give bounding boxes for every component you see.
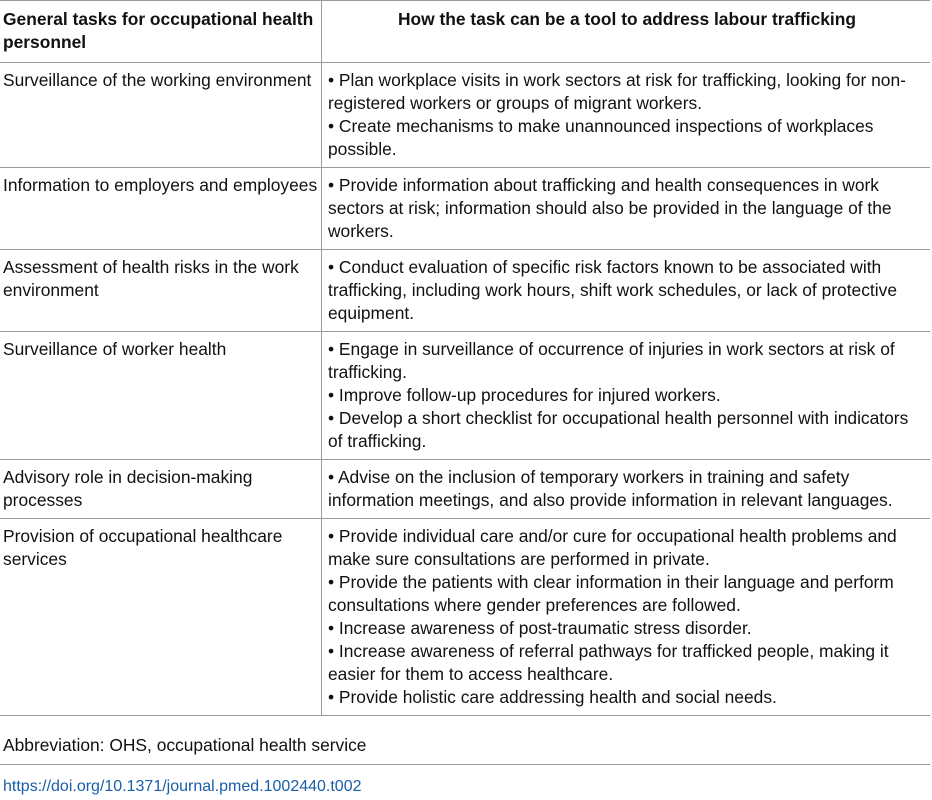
action-item: • Engage in surveillance of occurrence of injuries in work sectors at risk of trafficking.: [328, 339, 895, 382]
actions-cell: [322, 250, 931, 332]
table-row: [0, 519, 930, 716]
task-cell: Surveillance of worker health: [0, 332, 322, 460]
header-general-tasks: General tasks for occupational health personnel: [0, 1, 322, 63]
action-item: • Provide information about trafficking and health consequences in work sectors at risk; information should also be provided in the language of the workers.: [328, 175, 892, 241]
table-row: [0, 332, 930, 460]
actions-cell: [322, 519, 931, 716]
action-item: • Plan workplace visits in work sectors at risk for trafficking, looking for non-registered workers or groups of migrant workers.: [328, 70, 906, 113]
task-cell: Assessment of health risks in the work environment: [0, 250, 322, 332]
action-item: • Provide holistic care addressing health and social needs.: [328, 687, 777, 707]
task-cell: Surveillance of the working environment: [0, 63, 322, 168]
actions-cell: [322, 460, 931, 519]
actions-cell: [322, 168, 931, 250]
header-labour-trafficking-tool: How the task can be a tool to address labour trafficking: [322, 1, 931, 63]
action-item: • Develop a short checklist for occupational health personnel with indicators of trafficking.: [328, 408, 909, 451]
table-footnote: Abbreviation: OHS, occupational health service: [3, 735, 367, 755]
table-row: [0, 250, 930, 332]
task-cell: Advisory role in decision-making processes: [0, 460, 322, 519]
action-item: • Advise on the inclusion of temporary workers in training and safety information meetings, and also provide information in relevant languages.: [328, 467, 893, 510]
table-row: [0, 63, 930, 168]
action-item: • Increase awareness of post-traumatic stress disorder.: [328, 618, 752, 638]
task-cell: Information to employers and employees: [0, 168, 322, 250]
action-item: • Provide the patients with clear information in their language and perform consultations where gender preferences are followed.: [328, 572, 894, 615]
action-item: • Create mechanisms to make unannounced inspections of workplaces possible.: [328, 116, 874, 159]
actions-cell: [322, 63, 931, 168]
action-item: • Increase awareness of referral pathways for trafficked people, making it easier for them to access healthcare.: [328, 641, 889, 684]
table-header-row: [0, 1, 930, 63]
action-item: • Provide individual care and/or cure for occupational health problems and make sure consultations are performed in private.: [328, 526, 897, 569]
divider: [0, 764, 930, 765]
table-row: [0, 168, 930, 250]
table-row: [0, 460, 930, 519]
doi-link[interactable]: https://doi.org/10.1371/journal.pmed.1002440.t002: [3, 778, 362, 795]
action-item: • Conduct evaluation of specific risk factors known to be associated with trafficking, including work hours, shift work schedules, or lack of protective equipment.: [328, 257, 897, 323]
task-cell: Provision of occupational healthcare services: [0, 519, 322, 716]
action-item: • Improve follow-up procedures for injured workers.: [328, 385, 721, 405]
actions-cell: [322, 332, 931, 460]
